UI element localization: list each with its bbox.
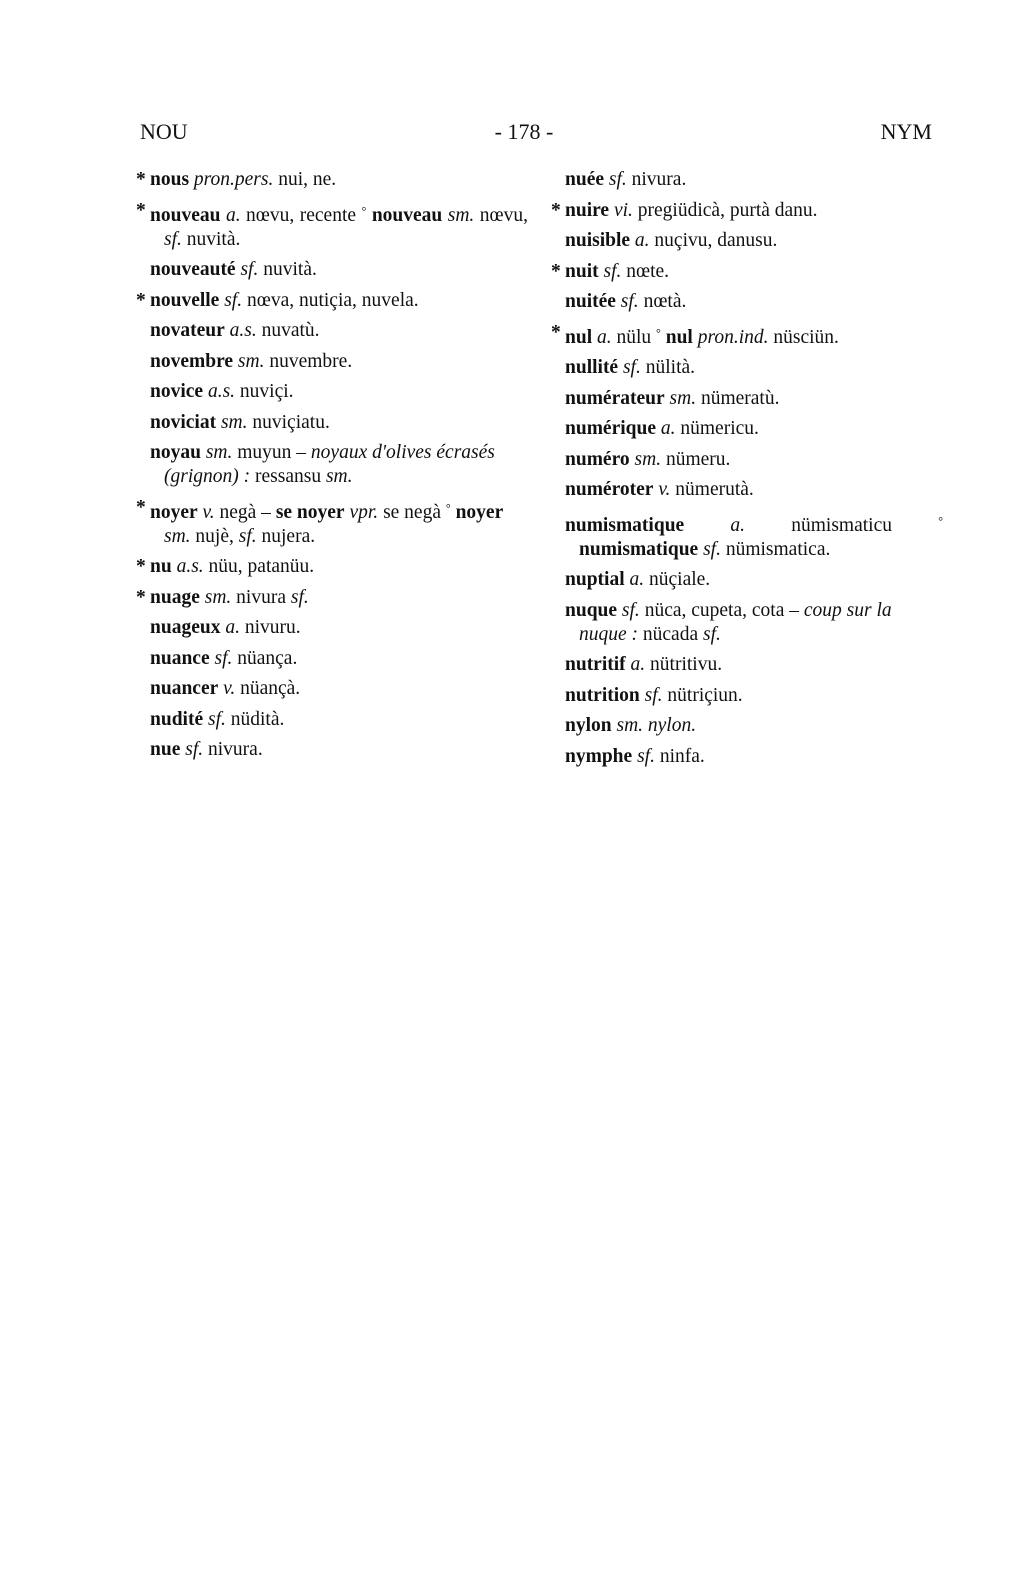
grammar-label: pron.ind. <box>697 326 769 348</box>
translation: nüdità. <box>225 708 285 730</box>
sense-separator: ° <box>361 203 367 218</box>
headword: nouveauté <box>150 259 236 280</box>
grammar-label: sf. <box>703 623 721 645</box>
grammar-label: sm. <box>634 448 662 470</box>
headword: numéroter <box>565 479 654 500</box>
marker-star: * <box>551 199 561 221</box>
translation: nülu <box>611 326 657 348</box>
right-column <box>551 168 943 775</box>
grammar-label: sm. <box>325 466 353 487</box>
translation: ressansu <box>250 466 326 487</box>
headword: nul <box>565 326 593 348</box>
running-head-right: NYM <box>880 119 932 144</box>
grammar-label: sf. <box>224 289 243 311</box>
grammar-label: sm. <box>616 715 644 736</box>
translation: nüança. <box>232 647 298 669</box>
translation: se negà <box>378 501 446 523</box>
headword: nuée <box>565 169 604 190</box>
headword: nue <box>150 739 181 760</box>
entry-numismatique <box>551 509 943 562</box>
translation: nümismatica. <box>720 538 831 560</box>
translation: nütriçiun. <box>662 684 743 706</box>
marker-star: * <box>136 199 146 221</box>
headword: noviciat <box>150 411 217 433</box>
grammar-label: v. <box>223 678 236 699</box>
translation: nütritivu. <box>645 654 723 675</box>
translation: nümeratù. <box>696 387 780 409</box>
translation: nujè, <box>190 525 239 547</box>
translation: nœvu, <box>474 204 528 226</box>
translation: nivura. <box>203 739 263 760</box>
headword: novateur <box>150 320 225 341</box>
grammar-label: a. <box>225 617 240 638</box>
entry-nuisible <box>551 229 943 253</box>
entry-nouveaute <box>136 258 528 282</box>
headword: nouveau <box>371 204 443 226</box>
grammar-label: sm. <box>204 586 232 608</box>
headword: novembre <box>150 350 234 372</box>
marker-star: * <box>136 289 146 311</box>
entry-numerique <box>551 417 943 441</box>
headword: nullité <box>565 357 619 378</box>
grammar-label: a. <box>629 569 645 590</box>
marker-star: * <box>136 556 146 577</box>
headword: nuisible <box>565 230 631 251</box>
entry-nuptial <box>551 568 943 592</box>
entry-nue <box>136 738 528 762</box>
grammar-label: sf. <box>207 708 226 730</box>
grammar-label: sm. <box>669 387 697 409</box>
grammar-label: pron.pers. <box>193 169 274 190</box>
headword: noyer <box>150 501 198 523</box>
headword: nudité <box>150 708 204 730</box>
headword: nutrition <box>565 684 640 706</box>
entry-noyer <box>136 496 528 549</box>
grammar-label: sf. <box>637 745 655 767</box>
page-number: - 178 - <box>494 119 554 144</box>
headword: nuancer <box>150 678 219 699</box>
translation: nœva, nutiçia, nuvela. <box>242 289 419 311</box>
translation: nümericu. <box>675 418 759 439</box>
marker-star: * <box>551 321 561 343</box>
headword: nuire <box>565 199 610 221</box>
grammar-label: sf. <box>238 525 257 547</box>
translation: nuviçi. <box>235 381 294 402</box>
headword: se noyer <box>275 501 345 523</box>
headword: nul <box>665 326 693 348</box>
entry-numerateur <box>551 387 943 411</box>
entry-novembre <box>136 350 528 374</box>
translation: nœte. <box>621 260 670 282</box>
translation: nümeru. <box>661 448 731 470</box>
entry-nul <box>551 321 943 350</box>
grammar-label: sf. <box>185 739 204 760</box>
grammar-label: vpr. <box>349 501 379 523</box>
headword: nuage <box>150 586 200 608</box>
translation: nüu, patanüu. <box>203 556 315 577</box>
headword: nouvelle <box>150 289 220 311</box>
grammar-label: sm. <box>220 411 248 433</box>
sense-separator: ° <box>938 513 943 528</box>
headword: nuptial <box>565 569 625 590</box>
grammar-label: a.s. <box>176 556 204 577</box>
grammar-label: sf. <box>644 684 663 706</box>
translation: negà – <box>214 501 276 523</box>
translation: nœtà. <box>638 291 687 312</box>
grammar-label: sf. <box>240 259 259 280</box>
translation: nüsciün. <box>768 326 839 348</box>
headword: nouveau <box>150 204 221 226</box>
grammar-label: sm. <box>164 525 191 547</box>
headword: numéro <box>565 448 630 470</box>
grammar-label: a. <box>596 326 612 348</box>
headword: nuque <box>565 599 618 621</box>
grammar-label: sf. <box>620 291 639 312</box>
grammar-label: a. <box>225 204 241 226</box>
entry-nuque <box>551 599 943 647</box>
entry-nouvelle <box>136 289 528 313</box>
entry-nutrition <box>551 684 943 708</box>
headword: numismatique <box>579 538 699 560</box>
entry-nutritif <box>551 653 943 677</box>
entry-nous <box>136 168 528 192</box>
headword: nous <box>150 169 190 190</box>
running-head-left: NOU <box>140 119 188 144</box>
example-phrase: noyaux d'olives écrasés (grignon) : <box>164 442 495 487</box>
left-column <box>136 168 528 769</box>
headword: nuitée <box>565 291 616 312</box>
grammar-label: sf. <box>703 538 721 560</box>
grammar-label: sf. <box>621 599 640 621</box>
grammar-label: sf. <box>603 260 622 282</box>
headword: noyau <box>150 442 201 463</box>
grammar-label: sf. <box>608 169 627 190</box>
translation: nüançà. <box>235 678 301 699</box>
translation: nivura. <box>626 169 687 190</box>
entry-numeroter <box>551 478 943 502</box>
entry-nuire <box>551 199 943 223</box>
marker-star: * <box>136 586 146 608</box>
headword: nutritif <box>565 654 626 675</box>
translation: nuviçiatu. <box>247 411 330 433</box>
translation: nüca, cupeta, cota – <box>639 599 804 621</box>
translation: nuçivu, danusu. <box>649 230 778 251</box>
headword: numérique <box>565 418 657 439</box>
grammar-label: sf. <box>164 228 182 250</box>
example-phrase: nylon. <box>647 715 697 736</box>
marker-star: * <box>136 169 146 190</box>
translation: nuvatù. <box>256 320 320 341</box>
translation: nüçiale. <box>644 569 711 590</box>
headword: nuageux <box>150 617 221 638</box>
translation: nujera. <box>256 525 316 547</box>
headword: noyer <box>455 501 504 523</box>
grammar-label: a. <box>630 654 646 675</box>
headword: numismatique <box>565 514 685 536</box>
headword: nylon <box>565 715 612 736</box>
grammar-label: a. <box>634 230 650 251</box>
entry-nuancer <box>136 677 528 701</box>
grammar-label: sf. <box>290 586 309 608</box>
translation: nümerutà. <box>670 479 754 500</box>
grammar-label: a. <box>660 418 676 439</box>
translation: nivura <box>231 586 291 608</box>
translation: pregiüdicà, purtà danu. <box>632 199 818 221</box>
entry-nuee <box>551 168 943 192</box>
headword: nuance <box>150 647 210 669</box>
translation: nuvembre. <box>264 350 353 372</box>
translation: muyun – <box>232 442 311 463</box>
grammar-label: v. <box>658 479 671 500</box>
entry-nuage <box>136 586 528 610</box>
headword: numérateur <box>565 387 665 409</box>
entry-noyau <box>136 441 528 489</box>
entry-nuance <box>136 647 528 671</box>
translation: nui, ne. <box>273 169 337 190</box>
grammar-label: a. <box>730 514 746 536</box>
translation: nœvu, recente <box>240 204 362 226</box>
entry-nuit <box>551 260 943 284</box>
grammar-label: sm. <box>447 204 475 226</box>
entry-nu <box>136 555 528 579</box>
headword: novice <box>150 381 204 402</box>
grammar-label: v. <box>202 501 215 523</box>
grammar-label: a.s. <box>207 381 236 402</box>
sense-separator: ° <box>445 500 451 515</box>
entry-novice <box>136 380 528 404</box>
entry-noviciat <box>136 411 528 435</box>
sense-separator: ° <box>656 325 661 340</box>
translation: nümismaticu <box>745 514 939 536</box>
example-phrase: coup sur la nuque : <box>579 599 892 645</box>
translation: ninfa. <box>654 745 705 767</box>
headword: nymphe <box>565 745 633 767</box>
translation: nülità. <box>640 357 696 378</box>
entry-nuitee <box>551 290 943 314</box>
translation: nivuru. <box>239 617 301 638</box>
grammar-label: sm. <box>205 442 233 463</box>
translation: nuvità. <box>181 228 241 250</box>
entry-nuageux <box>136 616 528 640</box>
grammar-label: sf. <box>622 357 641 378</box>
entry-nylon <box>551 714 943 738</box>
headword: nu <box>150 556 172 577</box>
grammar-label: sf. <box>214 647 233 669</box>
grammar-label: a.s. <box>229 320 257 341</box>
entry-novateur <box>136 319 528 343</box>
translation: nuvità. <box>258 259 317 280</box>
headword: nuit <box>565 260 599 282</box>
entry-nullite <box>551 356 943 380</box>
translation: nücada <box>638 623 703 645</box>
marker-star: * <box>551 260 561 282</box>
grammar-label: sm. <box>237 350 265 372</box>
entry-nymphe <box>551 745 943 769</box>
entry-numero <box>551 448 943 472</box>
grammar-label: vi. <box>613 199 633 221</box>
entry-nouveau <box>136 199 528 252</box>
entry-nudite <box>136 708 528 732</box>
marker-star: * <box>136 496 146 518</box>
